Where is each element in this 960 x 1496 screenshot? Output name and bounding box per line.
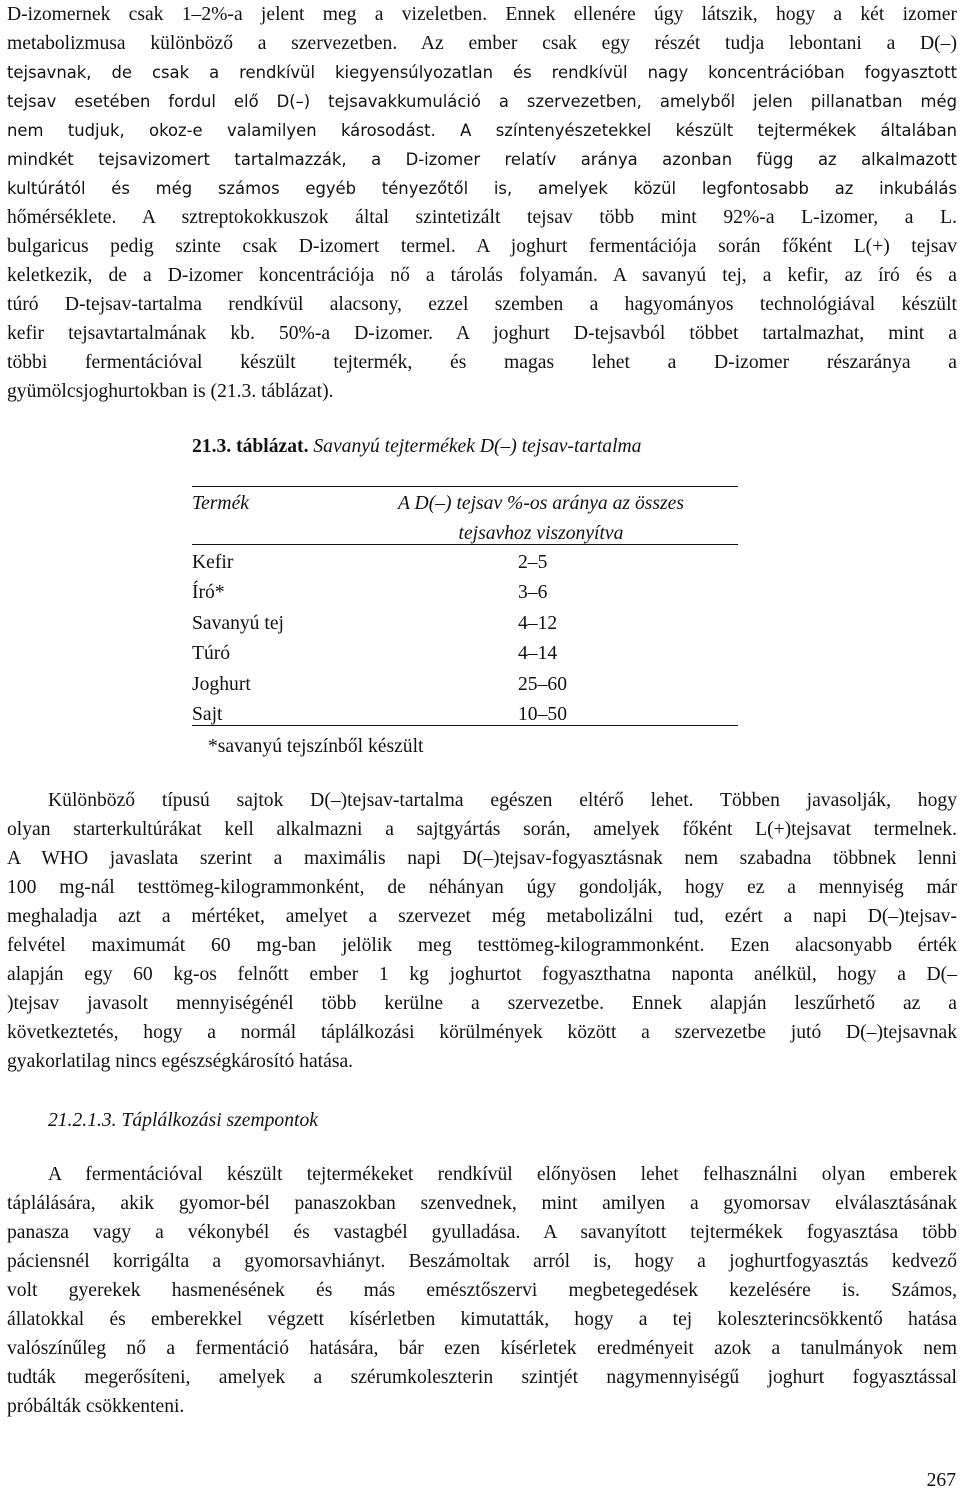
table-caption-title: Savanyú tejtermékek D(–) tejsav-tartalma: [313, 436, 642, 457]
table-bottom-rule: [192, 725, 738, 726]
text-line: tejsav esetében fordul elő D(–) tejsavakkumuláció a szervezetben, amelyből jelen pillanatban még: [7, 92, 957, 111]
table-cell-product: Kefir: [192, 552, 234, 573]
text-line: 100 mg-nál testtömeg-kilogrammonként, de néhányan úgy gondolják, hogy ez a mennyiség már: [7, 877, 957, 898]
text-line: alapján egy 60 kg-os felnőtt ember 1 kg joghurtot fogyaszthatna naponta anélkül, hogy a D(–: [7, 964, 957, 985]
text-line: tejsavnak, de csak a rendkívül kiegyensúlyozatlan és rendkívül nagy koncentrációban fogyasztott: [7, 63, 957, 82]
text-line: felvétel maximumát 60 mg-ban jelölik meg testtömeg-kilogrammonként. Ezen alacsonyabb érték: [7, 935, 957, 956]
text-line: túró D-tejsav-tartalma rendkívül alacsony, ezzel szemben a hagyományos technológiával készült: [7, 294, 957, 315]
table-row: [192, 639, 738, 669]
text-line: A WHO javaslata szerint a maximális napi D(–)tejsav-fogyasztásnak nem szabadna többnek lenni: [7, 848, 957, 869]
text-line: kultúrától és még számos egyéb tényezőtől is, amelyek közül legfontosabb az inkubálás: [7, 179, 957, 198]
table-row: [192, 670, 738, 700]
text-line: panasza vagy a vékonybél és vastagbél gyulladása. A savanyított tejtermékek fogyasztása több: [7, 1222, 957, 1243]
table-row: [192, 548, 738, 578]
table-cell-product: Joghurt: [192, 674, 251, 695]
table-cell-value: 25–60: [518, 674, 567, 695]
text-line: próbálták csökkenteni.: [7, 1396, 185, 1417]
table-cell-value: 4–12: [518, 613, 558, 634]
text-line: hőmérséklete. A sztreptokokkuszok által szintetizált tejsav több mint 92%-a L-izomer, a L.: [7, 207, 957, 228]
table-cell-product: Író*: [192, 582, 225, 603]
table-header-rule: [192, 544, 738, 545]
table-caption-number: 21.3. táblázat.: [192, 436, 309, 457]
table-cell-value: 3–6: [518, 582, 548, 603]
text-line: metabolizmusa különböző a szervezetben. Az ember csak egy részét tudja lebontani a D(–): [7, 33, 957, 54]
table-cell-value: 4–14: [518, 643, 558, 664]
text-line: Különböző típusú sajtok D(–)tejsav-tartalma egészen eltérő lehet. Többen javasolják, hogy: [48, 790, 957, 811]
text-line: )tejsav javasolt mennyiségénél több kerülne a szervezetbe. Ennek alapján leszűrhető az a: [7, 993, 957, 1014]
text-line: gyümölcsjoghurtokban is (21.3. táblázat).: [7, 381, 334, 402]
text-line: nem tudjuk, okoz-e valamilyen károsodást. A színtenyészetekkel készült tejtermékek általában: [7, 121, 957, 140]
table-row: [192, 609, 738, 639]
table-header-ratio-line1: A D(–) tejsav %-os aránya az összes: [398, 493, 684, 514]
table-cell-product: Savanyú tej: [192, 613, 284, 634]
text-line: D-izomernek csak 1–2%-a jelent meg a vizeletben. Ennek ellenére úgy látszik, hogy a két izomer: [7, 4, 957, 25]
text-line: többi fermentációval készült tejtermék, és magas lehet a D-izomer részaránya a: [7, 352, 957, 373]
table-cell-product: Sajt: [192, 704, 223, 725]
text-line: volt gyerekek hasmenésének és más emésztőszervi megbetegedések kezelésére is. Számos,: [7, 1280, 957, 1301]
table-caption: [192, 432, 641, 462]
text-line: gyakorlatilag nincs egészségkárosító hatása.: [7, 1051, 354, 1072]
table-header-ratio-line2: tejsavhoz viszonyítva: [458, 522, 624, 544]
table-header-product: Termék: [192, 493, 249, 514]
table-top-rule: [192, 486, 738, 487]
text-line: tudták megerősíteni, amelyek a szérumkoleszterin szintjét nagymennyiségű joghurt fogyasztással: [7, 1367, 957, 1388]
text-line: kefir tejsavtartalmának kb. 50%-a D-izomer. A joghurt D-tejsavból többet tartalmazhat, mint a: [7, 323, 957, 344]
text-line: táplálására, akik gyomor-bél panaszokban szenvednek, mint amilyen a gyomorsav elválasztásának: [7, 1193, 957, 1214]
text-line: olyan starterkultúrákat kell alkalmazni a sajtgyártás során, amelyek főként L(+)tejsavat termelnek.: [7, 819, 957, 840]
table-cell-value: 10–50: [518, 704, 567, 725]
table-row: [192, 578, 738, 608]
table-header-ratio: [356, 489, 726, 548]
page-number: 267: [926, 1470, 956, 1491]
text-line: következtetés, hogy a normál táplálkozási körülmények között a szervezetbe jutó D(–)tejsavnak: [7, 1022, 957, 1043]
table-footnote: *savanyú tejszínből készült: [208, 736, 424, 757]
text-line: valószínűleg nő a fermentáció hatására, bár ezen kísérletek eredményeit azok a tanulmányok nem: [7, 1338, 957, 1359]
text-line: keletkezik, de a D-izomer koncentrációja nő a tárolás folyamán. A savanyú tej, a kefir, az író és a: [7, 265, 957, 286]
text-line: állatokkal és emberekkel végzett kísérletben kimutatták, hogy a tej koleszterincsökkentő hatása: [7, 1309, 957, 1330]
table-cell-product: Túró: [192, 643, 231, 664]
text-line: mindkét tejsavizomert tartalmazzák, a D-izomer relatív aránya azonban függ az alkalmazott: [7, 150, 957, 169]
text-line: bulgaricus pedig szinte csak D-izomert termel. A joghurt fermentációja során főként L(+) tejsav: [7, 236, 957, 257]
text-line: páciensnél korrigálta a gyomorsavhiányt. Beszámoltak arról is, hogy a joghurtfogyasztás kedvező: [7, 1251, 957, 1272]
text-line: A fermentációval készült tejtermékeket rendkívül előnyösen lehet felhasználni olyan emberek: [48, 1164, 957, 1185]
section-subheading: 21.2.1.3. Táplálkozási szempontok: [48, 1110, 318, 1131]
text-line: meghaladja azt a mértéket, amelyet a szervezet még metabolizálni tud, ezért a napi D(–)tejsav-: [7, 906, 957, 927]
table-cell-value: 2–5: [518, 552, 548, 573]
